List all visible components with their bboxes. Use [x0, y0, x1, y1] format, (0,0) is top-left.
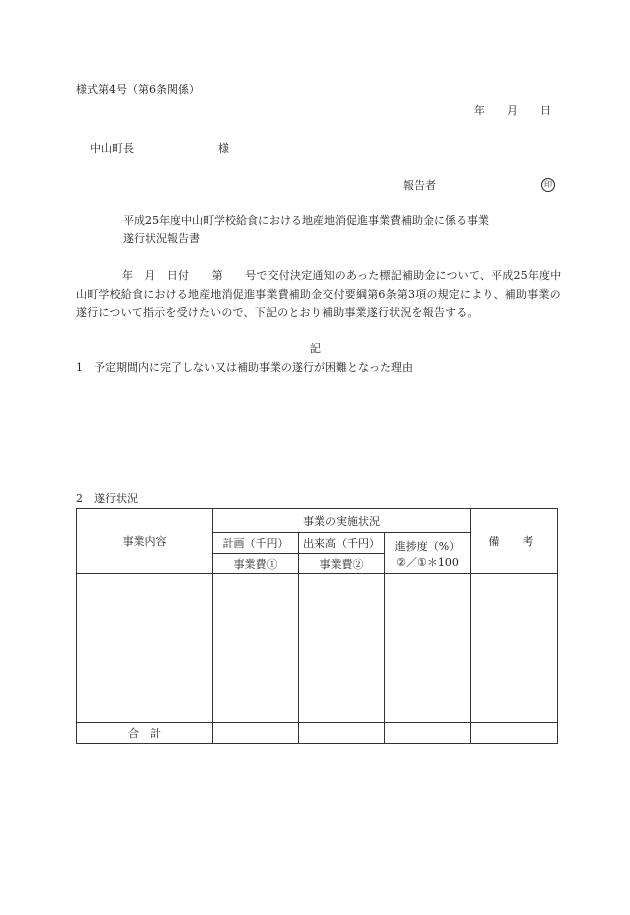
header-actual: 出来高（千円）	[299, 533, 385, 554]
ki-heading: 記	[310, 342, 321, 355]
header-progress-formula: ②／①＊100	[396, 556, 459, 569]
section-2-heading: 2 遂行状況	[76, 492, 138, 505]
form-number: 様式第4号（第6条関係）	[76, 83, 200, 96]
header-plan: 計画（千円）	[213, 533, 299, 554]
total-plan	[213, 723, 299, 744]
header-implementation-status: 事業の実施状況	[213, 509, 471, 533]
subheader-plan-cost: 事業費①	[213, 554, 299, 574]
total-row	[77, 723, 558, 744]
total-actual	[299, 723, 385, 744]
cell-progress	[385, 574, 471, 723]
header-progress-label: 進捗度（%）	[394, 540, 461, 553]
body-paragraph: 年 月 日付 第 号で交付決定通知のあった標記補助金について、平成25年度中山町学校給食における地産地消促進事業費補助金交付要綱第6条第3項の規定により、補助事業の遂行について指示を受けたいので、下記のとおり補助事業遂行状況を報告する。	[76, 269, 562, 319]
table-body-row	[77, 574, 558, 723]
reporter-label: 報告者	[403, 179, 436, 192]
total-remarks	[471, 723, 558, 744]
header-progress	[385, 533, 471, 574]
addressee-suffix: 様	[218, 142, 229, 155]
seal-mark: 印	[541, 178, 555, 192]
cell-plan	[213, 574, 299, 723]
cell-content	[77, 574, 213, 723]
cell-remarks	[471, 574, 558, 723]
total-label: 合 計	[77, 723, 213, 744]
document-title-line1: 平成25年度中山町学校給食における地産地消促進事業費補助金に係る事業	[123, 214, 489, 227]
header-content: 事業内容	[77, 509, 213, 574]
status-table	[76, 508, 558, 744]
section-1-heading: 1 予定期間内に完了しない又は補助事業の遂行が困難となった理由	[76, 361, 413, 374]
report-date: 年 月 日	[474, 104, 551, 117]
subheader-actual-cost: 事業費②	[299, 554, 385, 574]
header-remarks: 備 考	[471, 509, 558, 574]
total-progress	[385, 723, 471, 744]
document-title-line2: 遂行状況報告書	[123, 232, 200, 245]
addressee: 中山町長	[90, 142, 134, 155]
cell-actual	[299, 574, 385, 723]
